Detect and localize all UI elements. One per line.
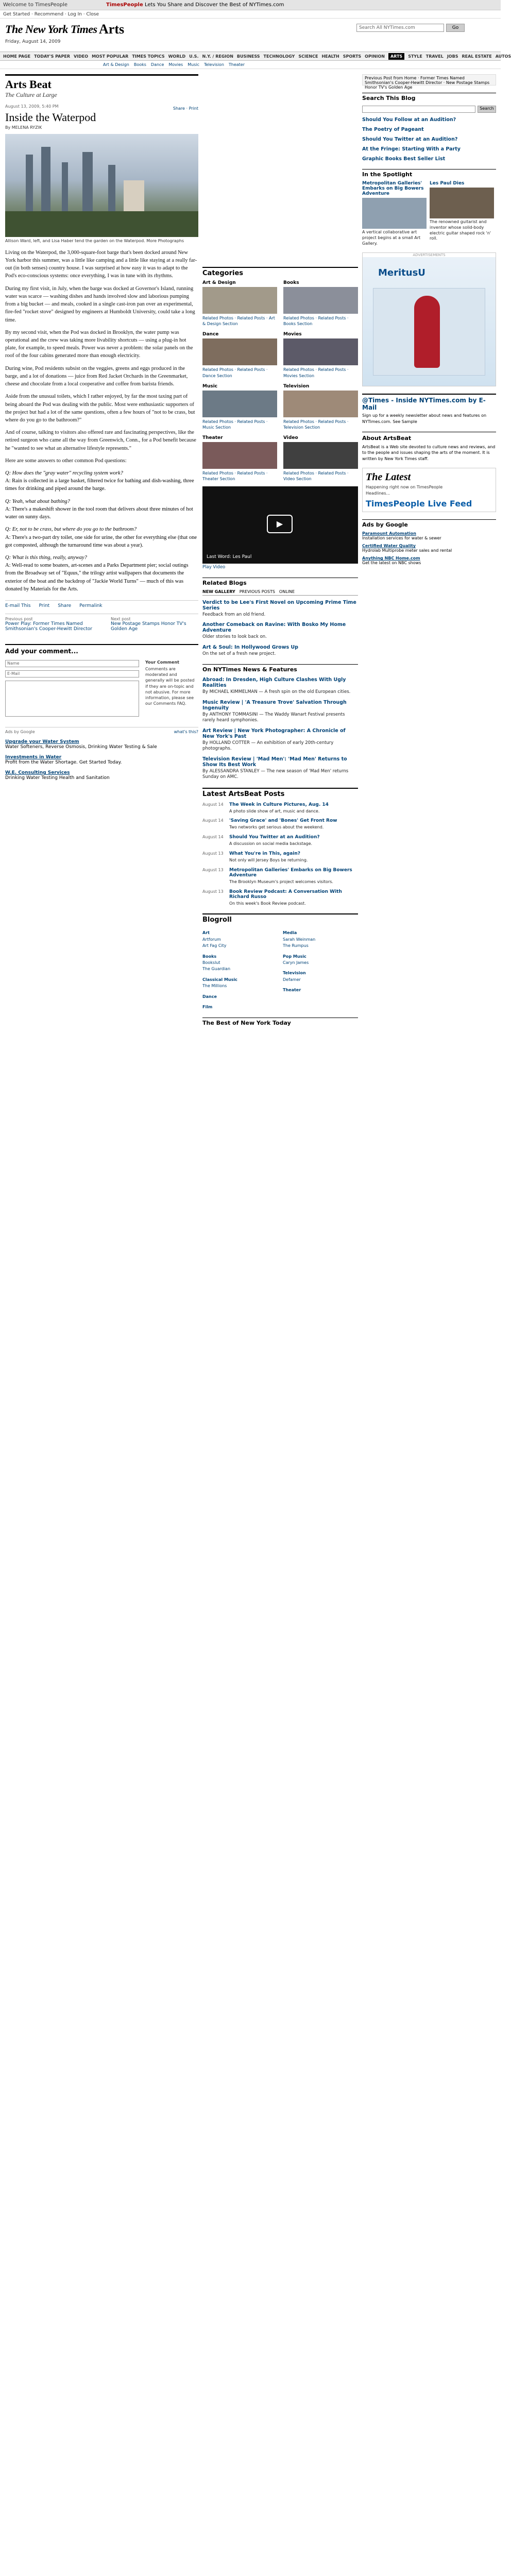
ad-item[interactable]: W.E. Consulting Services Drinking Water Testing Health and Sanitation — [5, 770, 110, 781]
ad-link[interactable]: Certified Water Quality Hydrolab Multiprobe meter sales and rental — [362, 544, 452, 553]
ads-by-google: Ads by Google what's this? — [5, 727, 198, 734]
tab-previous-posts[interactable]: PREVIOUS POSTS — [239, 589, 275, 594]
nav-health[interactable]: HEALTH — [321, 54, 339, 59]
nav-world[interactable]: WORLD — [168, 54, 186, 59]
blogroll-category: Theater — [283, 988, 301, 993]
nav-times-topics[interactable]: TIMES TOPICS — [132, 54, 165, 59]
related-item[interactable]: Art & Soul: In Hollywood Grows Up On the set of a fresh new project. — [202, 644, 298, 656]
nav-opinion[interactable]: OPINION — [365, 54, 385, 59]
category-television[interactable]: Television Related Photos · Related Posts · Television Section — [283, 384, 358, 430]
email-this-link[interactable]: E-mail This — [5, 603, 31, 609]
spotlight-heading: In the Spotlight — [362, 169, 496, 178]
spotlight-item[interactable]: Les Paul Dies The renowned guitarist and inventor whose solid-body electric guitar shaped rock 'n' roll. — [430, 181, 494, 246]
email-signup-title[interactable]: @Times - Inside NYTimes.com by E-Mail — [362, 397, 486, 412]
nav-science[interactable]: SCIENCE — [298, 54, 318, 59]
comment-textarea[interactable] — [5, 681, 139, 717]
search-button[interactable]: Go — [446, 24, 465, 32]
qa-question: Q: Er, not to be crass, but where do you go to the bathroom? — [5, 527, 137, 533]
post-tools — [5, 600, 198, 608]
qa-answer: A: Rain is collected in a large basket, filtered twice for bathing and dish-washing, three times for drinking and piped around the barge. — [5, 478, 194, 492]
arts-subnav — [0, 61, 501, 69]
search-blog-heading: Search This Blog — [362, 93, 496, 101]
spotlight-item[interactable]: Metropolitan Galleries' Embarks on Big Bowers Adventure A vertical collaborative art project begins at a small Art Gallery. — [362, 181, 427, 246]
nav-todays-paper[interactable]: TODAY'S PAPER — [34, 54, 70, 59]
category-dance[interactable]: Dance Related Photos · Related Posts · Dance Section — [202, 332, 277, 378]
email-signup-text: Sign up for a weekly newsletter about news and features on NYTimes.com. See Sample — [362, 413, 487, 424]
qa-question: Q: Yeah, what about bathing? — [5, 498, 70, 504]
blogroll-category: Television — [283, 971, 306, 976]
right-column — [362, 74, 496, 565]
main-column — [5, 74, 198, 781]
blogroll-link[interactable]: Artforum — [202, 937, 221, 942]
latest-post[interactable]: August 14 The Week in Culture Pictures, Aug. 14 A photo slide show of art, music and dance. — [202, 802, 329, 814]
latest-post[interactable]: August 14 Should You Twitter at an Audition? A discussion on social media backstage. — [202, 835, 320, 846]
blogroll-link[interactable]: The Millions — [202, 984, 227, 989]
nav-most-popular[interactable]: MOST POPULAR — [92, 54, 129, 59]
nav-arts[interactable]: ARTS — [388, 53, 404, 60]
blogroll-list — [202, 926, 358, 1010]
post-paragraph: Aside from the unusual toilets, which I rather enjoyed, by far the most taxing part of being aboard the Pod was dealing with the public. Most were enthusiastic supporters of the project but had a lot of the same questions, often a few hours of "not to be crass, but where do you go to the bathroom?" — [5, 394, 195, 423]
ad-item[interactable]: Investments in Water Profit from the Water Shortage. Get Started Today. — [5, 755, 122, 766]
blogroll-link[interactable]: The Guardian — [202, 967, 231, 972]
blogroll-category: Books — [202, 954, 217, 959]
blogroll-link[interactable]: Art Fag City — [202, 943, 227, 948]
qa-item — [5, 554, 198, 593]
news-features-heading: On NYTimes News & Features — [202, 664, 358, 673]
nav-travel[interactable]: TRAVEL — [425, 54, 444, 59]
ad-link[interactable]: Anything NBC Home.com Get the latest on NBC shows — [362, 556, 421, 566]
blogroll-category: Dance — [202, 994, 217, 999]
post-paragraph: By my second visit, when the Pod was docked in Brooklyn, the water pump was operational and the crew was taking more livability shortcuts — using a plug-in hot plate, for example, to speed meals. Power was never a problem: the solar panels on the roof of the four cabins generated more than enough electricity. — [5, 329, 193, 359]
top-ad-strip[interactable]: Previous Post from Home · Former Times Named Smithsonian's Cooper-Hewitt Director · New Postage Stamps Honor TV's Golden Age — [362, 74, 496, 86]
subnav-movies[interactable]: Movies — [168, 62, 183, 67]
tab-new-gallery[interactable]: NEW GALLERY — [202, 589, 235, 594]
news-item[interactable]: Abroad: In Dresden, High Culture Clashes With Ugly Realities By MICHAEL KIMMELMAN — A fresh spin on the old European cities. — [202, 677, 351, 695]
categories-grid — [202, 280, 358, 482]
latest-post[interactable]: August 13 Metropolitan Galleries' Embarks on Big Bowers Adventure The Brooklyn Museum's project welcomes visitors. — [202, 867, 352, 884]
email-signup — [362, 394, 496, 424]
post-photo[interactable] — [5, 134, 198, 237]
category-art-design[interactable]: Art & Design Related Photos · Related Posts · Art & Design Section — [202, 280, 277, 327]
category-video[interactable]: Video Related Photos · Related Posts · Video Section — [283, 435, 358, 482]
blogroll-link[interactable]: Sarah Weinman — [283, 937, 316, 942]
sidebar-link[interactable]: Should You Twitter at an Audition? — [362, 137, 458, 142]
subnav-books[interactable]: Books — [133, 62, 146, 67]
blogroll-category: Classical Music — [202, 977, 237, 982]
nav-business[interactable]: BUSINESS — [236, 54, 260, 59]
blogroll-heading: Blogroll — [202, 913, 358, 924]
category-music[interactable]: Music Related Photos · Related Posts · Music Section — [202, 384, 277, 430]
comment-heading: Add your comment... — [5, 648, 78, 655]
comment-form — [5, 660, 139, 717]
post-navigation — [5, 614, 198, 632]
blogroll-category: Film — [202, 1004, 213, 1009]
timespeople-latest[interactable]: The Latest Happening right now on TimesPeople Headlines... TimesPeople Live Feed — [362, 468, 496, 512]
blogroll-category: Art — [202, 930, 210, 936]
qa-answer: A: Well-read to some boaters, art-scenes and a Parks Department pier; social outings from the Broadway set of "Equus," the trilogy artist wallpapers that documents the exterior of the boat and the backdrop of "Jackie World Turns" — much of this was donated by Materials for the Arts. — [5, 563, 189, 592]
previous-post[interactable]: Previous post Power Play: Former Times Named Smithsonian's Cooper-Hewitt Director — [5, 617, 93, 632]
blog-subtitle: The Culture at Large — [5, 91, 57, 98]
news-item[interactable]: Art Review | New York Photographer: A Chronicle of New York's Past By HOLLAND COTTER — An exhibition of early 20th-century photographs. — [202, 727, 346, 752]
qa-answer: A: There's a two-part dry toilet, one side for urine, the other for everything else (that one got composted, although the turnaround time was about a year). — [5, 534, 197, 548]
about-artsbeat: About ArtsBeat ArtsBeat is a Web site devoted to culture news and reviews, and to the people and issues shaping the arts of the moment. It is written by New York Times staff. — [362, 432, 496, 462]
nav-video[interactable]: VIDEO — [73, 54, 89, 59]
section-title[interactable]: Arts — [99, 22, 125, 37]
sidebar-link[interactable]: At the Fringe: Starting With a Party — [362, 146, 461, 152]
post-paragraph: During wine, Pod residents subsist on the veggies, greens and eggs produced in the barge, and a lot of donations — juice from Red Jacket Orchards in the Greenmarket, cheese and chocolate from a local cooperative and coffee from barista friends. — [5, 365, 188, 387]
qa-question: Q: How does the "gray water" recycling system work? — [5, 470, 123, 477]
related-item[interactable]: Verdict to be Lee's First Novel on Upcoming Prime Time Series Feedback from an old friend. — [202, 599, 356, 617]
meritus-logo: MeritusU — [378, 267, 425, 279]
spotlight — [362, 181, 496, 246]
post-title: Inside the Waterpod — [5, 111, 96, 124]
next-post[interactable]: Next post New Postage Stamps Honor TV's Golden Age — [111, 617, 186, 632]
nav-ny-region[interactable]: N.Y. / REGION — [202, 54, 233, 59]
blogroll-link[interactable]: Defamer — [283, 977, 301, 982]
meritus-ad[interactable]: ADVERTISEMENTS MeritusU — [362, 252, 496, 386]
latest-posts-heading: Latest ArtsBeat Posts — [202, 788, 358, 798]
post-paragraph: During my first visit, in July, when the barge was docked at Governor's Island, running water was scarce — washing dishes and hands involved slow and laborious pumping from a big bucket — and meals, cooked in a single cast-iron pan over an experimental, fire-fed "rocket stove" designed by engineers at Humboldt University, could take a long time. — [5, 285, 195, 323]
subnav-dance[interactable]: Dance — [150, 62, 164, 67]
nav-sports[interactable]: SPORTS — [343, 54, 362, 59]
categories-heading: Categories — [202, 267, 358, 277]
latest-post[interactable]: August 13 What You're in This, again? Not only will Jersey Boys be returning. — [202, 851, 308, 863]
share-link[interactable]: Share — [58, 603, 72, 609]
qa-answer: A: There's a makeshift shower in the tool room that delivers about three minutes of hot water on sunny days. — [5, 506, 193, 520]
video-title: Last Word: Les Paul — [207, 554, 252, 560]
qa-question: Q: What is this thing, really, anyway? — [5, 555, 87, 561]
blog-title[interactable]: Arts Beat — [5, 78, 52, 91]
share-print-tools[interactable]: Share · Print — [173, 106, 198, 111]
ad-links: Ads by Google Paramount Automation Installation services for water & sewer Certified Water Quality Hydrolab Multiprobe meter sales and rental Anything NBC Home.com Get the latest on NBC shows — [362, 519, 496, 565]
category-books[interactable]: Books Related Photos · Related Posts · Books Section — [283, 280, 358, 327]
latest-post[interactable]: August 14 'Saving Grace' and 'Bones' Get Front Row Two networks get serious about the weekend. — [202, 818, 337, 830]
timespeople-promo[interactable]: TimesPeople Lets You Share and Discover the Best of NYTimes.com — [106, 2, 284, 8]
post-date: August 13, 2009, 5:40 PM — [5, 104, 59, 109]
news-item[interactable]: Television Review | 'Mad Men': 'Mad Men' Returns to Show Its Best Work By ALESSANDRA STANLEY — The new season of 'Mad Men' returns Sunday on AMC. — [202, 756, 349, 780]
blog-search-button[interactable]: Search — [478, 106, 496, 113]
permalink-link[interactable]: Permalink — [79, 603, 103, 609]
post-paragraph: Living on the Waterpod, the 3,000-square-foot barge that's been docked around New York harbor this summer, was a little like camping and a little like staying at a really far-out (in both senses) country house. I was surprised at how easy it was to adapt to the Pod's eco-conscious systems: once everything, I was in tune with its rhythms. — [5, 249, 197, 279]
related-tabs — [202, 589, 358, 596]
category-theater[interactable]: Theater Related Photos · Related Posts · Theater Section — [202, 435, 277, 482]
name-field[interactable]: Name — [5, 660, 139, 667]
email-field[interactable]: E-Mail — [5, 670, 139, 677]
blog-search-input[interactable] — [362, 106, 475, 113]
qa-item — [5, 469, 198, 493]
up-heading: The Best of New York Today — [202, 1018, 358, 1026]
related-item[interactable]: Another Comeback on Ravine: With Bosko My Home Adventure Older stories to look back on. — [202, 622, 346, 640]
welcome-text: Welcome to TimesPeople — [3, 2, 68, 8]
ad-item[interactable]: Upgrade your Water System Water Softeners, Reverse Osmosis, Drinking Water Testing & Sale — [5, 739, 157, 750]
nav-home[interactable]: HOME PAGE — [3, 54, 31, 59]
play-icon[interactable]: ▶ — [267, 515, 293, 533]
subnav-theater[interactable]: Theater — [228, 62, 245, 67]
qa-intro: Here are some answers to other common Pod questions: — [5, 457, 127, 464]
comment-section — [5, 644, 198, 781]
timespeople-subbar — [0, 10, 501, 19]
nav-jobs[interactable]: JOBS — [447, 54, 458, 59]
nav-real-estate[interactable]: REAL ESTATE — [462, 54, 492, 59]
sidebar-link[interactable]: Graphic Books Best Seller List — [362, 156, 446, 162]
nav-style[interactable]: STYLE — [408, 54, 422, 59]
photo-caption: Allison Ward, left, and Lisa Haber tend the garden on the Waterpod. More Photographs — [5, 239, 184, 243]
post-byline: By MELENA RYZIK — [5, 125, 42, 130]
tab-online[interactable]: ONLINE — [279, 589, 295, 594]
blogroll-category: Pop Music — [283, 954, 306, 959]
masthead — [0, 19, 501, 52]
nav-us[interactable]: U.S. — [189, 54, 199, 59]
sidebar-link[interactable]: The Poetry of Pageant — [362, 127, 424, 132]
main-nav — [0, 52, 511, 61]
nyt-logo[interactable]: The New York Times — [5, 23, 97, 36]
search-input[interactable]: Search All NYTimes.com — [356, 24, 444, 32]
qa-item — [5, 526, 198, 549]
related-blogs-heading: Related Blogs — [202, 578, 358, 586]
blogroll-link[interactable]: Caryn James — [283, 960, 309, 965]
sidebar-link[interactable]: Should You Follow at an Audition? — [362, 117, 456, 123]
middle-column — [202, 74, 358, 1026]
comment-guidelines: Your Comment Comments are moderated and generally will be posted if they are on-topic and not abusive. For more information, please see our Comments FAQ. — [145, 660, 195, 706]
subnav-television[interactable]: Television — [203, 62, 224, 67]
video-sub[interactable]: Play Video — [202, 564, 226, 570]
blogroll-link[interactable]: The Rumpus — [283, 943, 309, 948]
video-player[interactable] — [202, 486, 358, 564]
ad-link[interactable]: Paramount Automation Installation services for water & sewer — [362, 531, 441, 541]
print-link[interactable]: Print — [39, 603, 50, 609]
nav-technology[interactable]: TECHNOLOGY — [263, 54, 295, 59]
latest-post[interactable]: August 13 Book Review Podcast: A Conversation With Richard Russo On this week's Book Review podcast. — [202, 889, 342, 906]
subnav-art-design[interactable]: Art & Design — [103, 62, 129, 67]
subnav-music[interactable]: Music — [188, 62, 199, 67]
timespeople-bar — [0, 0, 501, 10]
blogroll-category: Media — [283, 930, 297, 936]
blog-masthead — [5, 74, 198, 99]
nav-autos[interactable]: AUTOS — [495, 54, 511, 59]
timespeople-links[interactable]: Get Started · Recommend · Log In · Close — [3, 11, 99, 17]
blogroll-link[interactable]: Bookslut — [202, 960, 220, 965]
date-line: Friday, August 14, 2009 — [5, 39, 61, 44]
category-movies[interactable]: Movies Related Photos · Related Posts · Movies Section — [283, 332, 358, 378]
qa-item — [5, 498, 198, 521]
post-paragraph: And of course, talking to visitors also offered rare and fascinating perspectives, like the retired surgeon who came all the way from Greenwich, Conn., for a Pod benefit because he "wanted to see what an alternative lifestyle represents." — [5, 430, 196, 451]
search-blog — [362, 106, 496, 113]
whats-this-link[interactable]: what's this? — [174, 730, 198, 735]
news-item[interactable]: Music Review | 'A Treasure Trove' Salvation Through Ingenuity By ANTHONY TOMMASINI — The Waddy Wanart Festival presents rarely heard symphonies. — [202, 699, 347, 723]
